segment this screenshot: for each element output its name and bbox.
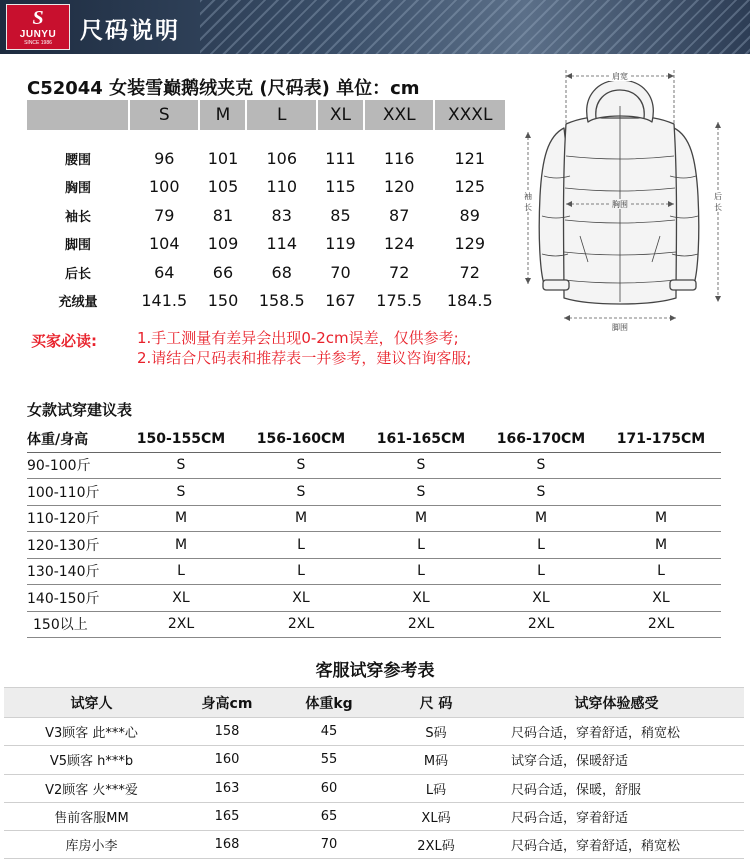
- table-cell: 158: [179, 718, 275, 746]
- table-cell: L: [481, 558, 601, 585]
- table-cell: 2XL: [121, 611, 241, 638]
- table-cell: 96: [154, 148, 175, 168]
- table-cell: 66: [212, 262, 234, 282]
- table-cell: 79: [154, 205, 175, 225]
- rec-header-cell: 161-165CM: [361, 426, 481, 452]
- header-banner: [0, 0, 750, 54]
- service-header-cell: 体重kg: [275, 688, 383, 718]
- brand-logo: [6, 4, 70, 50]
- row-label: 110-120斤: [27, 505, 121, 532]
- size-header-row: [27, 100, 505, 130]
- table-row: [4, 718, 744, 746]
- table-row: [27, 258, 505, 287]
- table-cell: V3顾客 此***心: [4, 718, 179, 746]
- table-cell: 101: [207, 148, 239, 168]
- table-cell: L: [601, 558, 721, 585]
- row-label: 袖长: [64, 209, 91, 225]
- table-cell: 168: [179, 831, 275, 859]
- table-cell: 64: [154, 262, 175, 282]
- table-cell: 65: [275, 802, 383, 830]
- table-cell: 100: [148, 177, 180, 197]
- table-cell: 55: [275, 746, 383, 774]
- table-row: [27, 585, 721, 612]
- table-cell: 81: [212, 205, 234, 225]
- service-header-row: [4, 688, 744, 718]
- table-cell: 104: [148, 234, 180, 254]
- table-cell: L: [361, 532, 481, 559]
- table-cell: XL: [361, 585, 481, 612]
- row-label: 100-110斤: [27, 479, 121, 506]
- table-cell: XL: [121, 585, 241, 612]
- notes-label: 买家必读:: [31, 332, 97, 350]
- back-length-label-1: 后: [714, 192, 722, 201]
- table-cell: S: [241, 452, 361, 479]
- table-cell: 167: [325, 291, 356, 311]
- table-cell: M码: [383, 746, 489, 774]
- size-header-cell: XXXL: [434, 100, 505, 130]
- table-cell: S: [241, 479, 361, 506]
- table-cell: 114: [266, 234, 297, 254]
- size-chart-table: [27, 100, 505, 315]
- table-row: [27, 144, 505, 173]
- logo-mark: S: [32, 7, 44, 29]
- logo-name: JUNYU: [19, 29, 57, 40]
- row-label: 130-140斤: [27, 558, 121, 585]
- service-header-cell: 身高cm: [179, 688, 275, 718]
- table-cell: 121: [454, 148, 485, 168]
- table-cell: 105: [207, 177, 239, 197]
- row-label: 脚围: [64, 238, 91, 254]
- jacket-diagram: [510, 66, 736, 336]
- row-label: 150以上: [27, 611, 121, 638]
- rec-header-cell: 171-175CM: [601, 426, 721, 452]
- table-cell: 2XL码: [383, 831, 489, 859]
- table-cell: S: [361, 452, 481, 479]
- table-cell: 尺码合适，穿着舒适，稍宽松: [489, 831, 744, 859]
- table-cell: S: [121, 452, 241, 479]
- table-cell: 试穿合适，保暖舒适: [489, 746, 744, 774]
- table-cell: S: [361, 479, 481, 506]
- size-header-cell: XXL: [364, 100, 434, 130]
- table-row: [4, 746, 744, 774]
- table-cell: M: [601, 532, 721, 559]
- table-cell: 60: [275, 774, 383, 802]
- table-cell: 83: [271, 205, 292, 225]
- table-cell: M: [481, 505, 601, 532]
- table-cell: 129: [454, 234, 485, 254]
- row-label: 90-100斤: [27, 452, 121, 479]
- table-cell: 175.5: [376, 291, 423, 311]
- service-header-cell: 试穿体验感受: [489, 688, 744, 718]
- table-row: [27, 230, 505, 259]
- note-item: 2.请结合尺码表和推荐表一并参考，建议咨询客服;: [137, 349, 472, 367]
- banner-texture: [200, 0, 750, 54]
- rec-header-row: [27, 426, 721, 452]
- table-cell: V2顾客 火***爱: [4, 774, 179, 802]
- table-cell: 116: [383, 148, 415, 168]
- table-cell: 68: [271, 262, 292, 282]
- table-cell: 110: [266, 177, 297, 197]
- size-header-cell: L: [246, 100, 316, 130]
- row-label: 140-150斤: [27, 585, 121, 612]
- table-row: [27, 452, 721, 479]
- table-cell: M: [601, 505, 721, 532]
- rec-header-cell: 150-155CM: [121, 426, 241, 452]
- table-cell: 72: [389, 262, 410, 282]
- table-cell: 120: [383, 177, 415, 197]
- table-cell: 111: [325, 148, 356, 168]
- table-cell: M: [121, 505, 241, 532]
- table-cell: S: [121, 479, 241, 506]
- table-cell: XL码: [383, 802, 489, 830]
- table-cell: 150: [207, 291, 239, 311]
- table-row: [4, 802, 744, 830]
- table-cell: 库房小李: [4, 831, 179, 859]
- row-label: 120-130斤: [27, 532, 121, 559]
- table-cell: 141.5: [141, 291, 188, 311]
- table-cell: L: [481, 532, 601, 559]
- table-cell: M: [121, 532, 241, 559]
- table-cell: 70: [275, 831, 383, 859]
- table-cell: XL: [241, 585, 361, 612]
- chest-label: 胸围: [612, 200, 628, 209]
- table-cell: 124: [383, 234, 415, 254]
- table-row: [27, 611, 721, 638]
- table-row: [4, 774, 744, 802]
- row-label: 后长: [64, 266, 91, 282]
- table-cell: 109: [207, 234, 239, 254]
- table-cell: 163: [179, 774, 275, 802]
- table-cell: 售前客服MM: [4, 802, 179, 830]
- table-cell: 115: [325, 177, 356, 197]
- service-table: [4, 687, 744, 859]
- table-cell: 87: [389, 205, 410, 225]
- rec-header-cell: 156-160CM: [241, 426, 361, 452]
- table-cell: [601, 452, 721, 479]
- table-cell: 85: [330, 205, 351, 225]
- table-cell: L: [361, 558, 481, 585]
- service-title: 客服试穿参考表: [315, 661, 435, 681]
- table-row: [27, 173, 505, 202]
- table-cell: S: [481, 452, 601, 479]
- row-label: 胸围: [64, 181, 91, 197]
- table-cell: V5顾客 h***b: [4, 746, 179, 774]
- table-cell: 89: [459, 205, 480, 225]
- table-cell: 2XL: [241, 611, 361, 638]
- table-cell: 70: [330, 262, 351, 282]
- service-header-cell: 尺 码: [383, 688, 489, 718]
- table-cell: L: [241, 558, 361, 585]
- table-cell: XL: [481, 585, 601, 612]
- table-cell: 尺码合适，保暖，舒服: [489, 774, 744, 802]
- logo-since: SINCE 1986: [24, 40, 52, 46]
- table-row: [27, 287, 505, 316]
- table-cell: 45: [275, 718, 383, 746]
- table-cell: S码: [383, 718, 489, 746]
- table-cell: 106: [266, 148, 297, 168]
- rec-header-corner: 体重/身高: [27, 426, 121, 452]
- table-row: [27, 201, 505, 230]
- table-cell: L: [241, 532, 361, 559]
- table-row: [4, 831, 744, 859]
- table-cell: 184.5: [446, 291, 493, 311]
- back-length-label-2: 长: [714, 203, 722, 212]
- table-row: [27, 532, 721, 559]
- rec-header-cell: 166-170CM: [481, 426, 601, 452]
- size-chart-title: C52044 女装雪巅鹅绒夹克 (尺码表) 单位：cm: [27, 78, 420, 99]
- table-cell: 160: [179, 746, 275, 774]
- table-cell: L码: [383, 774, 489, 802]
- table-cell: 125: [454, 177, 485, 197]
- table-cell: S: [481, 479, 601, 506]
- size-header-cell: XL: [317, 100, 364, 130]
- sleeve-label-2: 长: [524, 203, 532, 212]
- size-header-cell: S: [129, 100, 199, 130]
- row-label: 充绒量: [58, 295, 98, 311]
- recommendation-table: [27, 426, 721, 638]
- note-item: 1.手工测量有差异会出现0-2cm误差，仅供参考;: [137, 329, 459, 347]
- recommendation-title: 女款试穿建议表: [27, 401, 133, 419]
- table-spacer: [27, 130, 505, 144]
- table-cell: 119: [325, 234, 356, 254]
- table-cell: 2XL: [361, 611, 481, 638]
- table-cell: 158.5: [258, 291, 305, 311]
- table-cell: 2XL: [601, 611, 721, 638]
- table-row: [27, 479, 721, 506]
- table-cell: L: [121, 558, 241, 585]
- service-header-cell: 试穿人: [4, 688, 179, 718]
- table-cell: 尺码合适，穿着舒适，稍宽松: [489, 718, 744, 746]
- table-cell: [601, 479, 721, 506]
- table-cell: 2XL: [481, 611, 601, 638]
- size-header-cell: M: [199, 100, 246, 130]
- table-cell: 72: [459, 262, 480, 282]
- table-cell: 165: [179, 802, 275, 830]
- shoulder-label: 肩宽: [612, 72, 628, 81]
- table-cell: 尺码合适，穿着舒适: [489, 802, 744, 830]
- table-cell: XL: [601, 585, 721, 612]
- size-header-corner: [27, 100, 129, 130]
- page-title: 尺码说明: [80, 18, 180, 44]
- table-row: [27, 505, 721, 532]
- sleeve-label-1: 袖: [524, 192, 532, 201]
- hem-label: 脚围: [612, 323, 628, 332]
- table-row: [27, 558, 721, 585]
- row-label: 腰围: [64, 152, 91, 168]
- table-cell: M: [361, 505, 481, 532]
- table-cell: M: [241, 505, 361, 532]
